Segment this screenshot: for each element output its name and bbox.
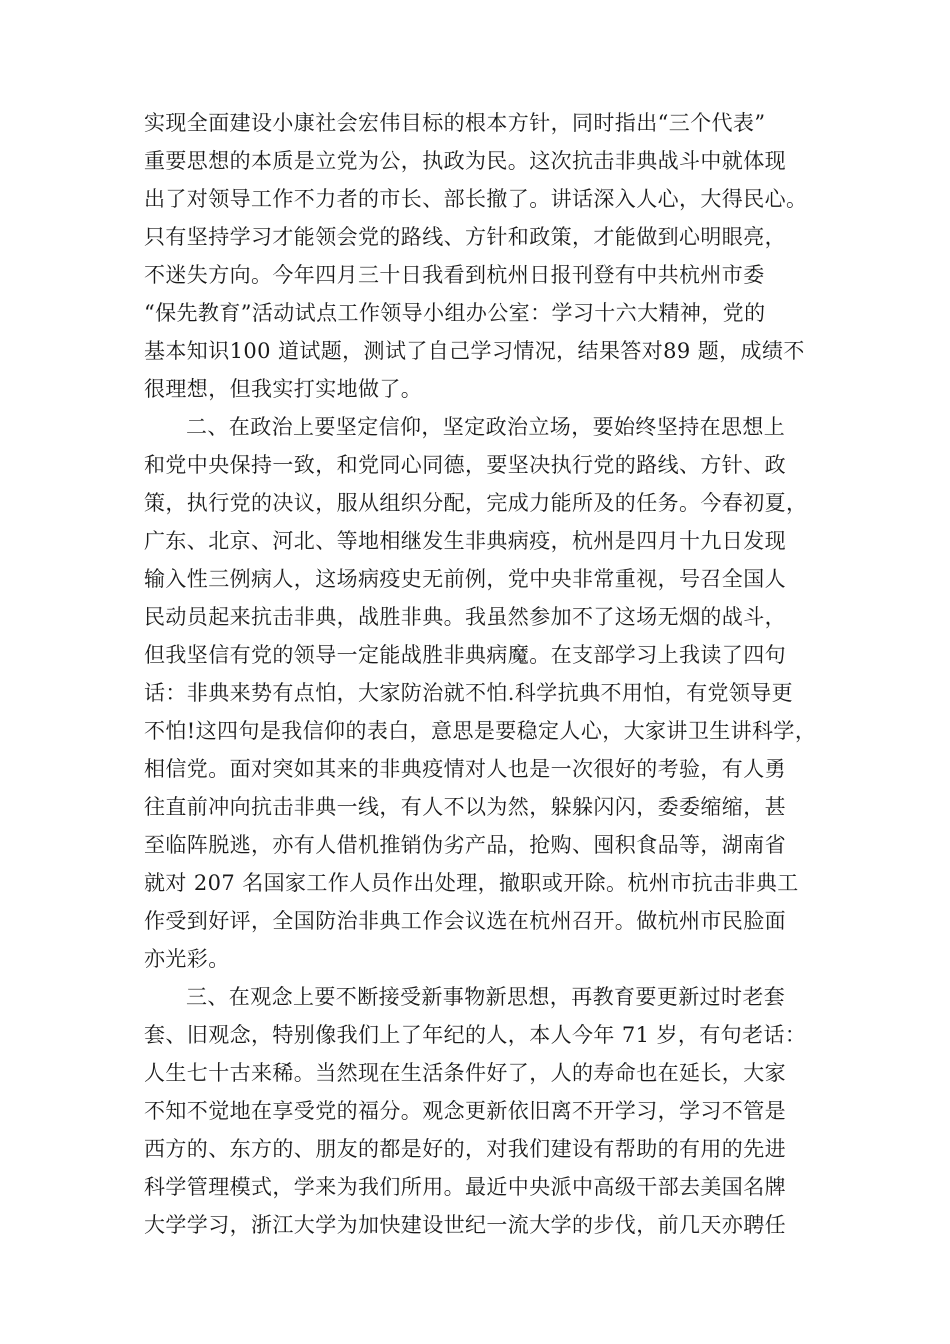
text-line: 作受到好评，全国防治非典工作会议选在杭州召开。做杭州市民脸面	[144, 909, 786, 933]
text-line: 实现全面建设小康社会宏伟目标的根本方针，同时指出“三个代表”	[144, 111, 766, 135]
text-line: 不怕!这四句是我信仰的表白，意思是要稳定人心，大家讲卫生讲科学，	[144, 719, 817, 743]
text-line: 重要思想的本质是立党为公，执政为民。这次抗击非典战斗中就体现	[144, 149, 786, 173]
text-line: 西方的、东方的、朋友的都是好的，对我们建设有帮助的有用的先进	[144, 1137, 786, 1161]
text-line: 基本知识100 道试题，测试了自己学习情况，结果答对89 题，成绩不	[144, 339, 805, 363]
text-line: 人生七十古来稀。当然现在生活条件好了，人的寿命也在延长，大家	[144, 1061, 786, 1085]
text-line: 出了对领导工作不力者的市长、部长撤了。讲话深入人心，大得民心。	[144, 187, 808, 211]
text-line: “保先教育”活动试点工作领导小组办公室：学习十六大精神，党的	[144, 301, 766, 325]
text-line: 不知不觉地在享受党的福分。观念更新依旧离不开学习，学习不管是	[144, 1099, 786, 1123]
text-line: 大学学习，浙江大学为加快建设世纪一流大学的步伐，前几天亦聘任	[144, 1213, 786, 1237]
document-body	[144, 104, 834, 1244]
text-line: 民动员起来抗击非典，战胜非典。我虽然参加不了这场无烟的战斗，	[144, 605, 786, 629]
text-line: 套、旧观念，特别像我们上了年纪的人，本人今年 71 岁，有句老话：	[144, 1023, 807, 1047]
paragraph-1	[144, 104, 834, 408]
text-line: 至临阵脱逃，亦有人借机推销伪劣产品，抢购、囤积食品等，湖南省	[144, 833, 786, 857]
paragraph-2	[144, 408, 834, 978]
text-line: 话：非典来势有点怕，大家防治就不怕.科学抗典不用怕，有党领导更	[144, 681, 794, 705]
text-line: 三、在观念上要不断接受新事物新思想，再教育要更新过时老套	[186, 985, 786, 1009]
text-line: 广东、北京、河北、等地相继发生非典病疫，杭州是四月十九日发现	[144, 529, 786, 553]
text-line: 科学管理模式，学来为我们所用。最近中央派中高级干部去美国名牌	[144, 1175, 786, 1199]
text-line: 就对 207 名国家工作人员作出处理，撤职或开除。杭州市抗击非典工	[144, 871, 799, 895]
text-line: 但我坚信有党的领导一定能战胜非典病魔。在支部学习上我读了四句	[144, 643, 786, 667]
text-line: 相信党。面对突如其来的非典疫情对人也是一次很好的考验，有人勇	[144, 757, 786, 781]
paragraph-3	[144, 978, 834, 1244]
text-line: 亦光彩。	[144, 947, 230, 971]
text-line: 只有坚持学习才能领会党的路线、方针和政策，才能做到心明眼亮，	[144, 225, 786, 249]
text-line: 输入性三例病人，这场病疫史无前例，党中央非常重视，号召全国人	[144, 567, 786, 591]
text-line: 往直前冲向抗击非典一线，有人不以为然，躲躲闪闪，委委缩缩，甚	[144, 795, 786, 819]
text-line: 和党中央保持一致，和党同心同德，要坚决执行党的路线、方针、政	[144, 453, 786, 477]
text-line: 不迷失方向。今年四月三十日我看到杭州日报刊登有中共杭州市委	[144, 263, 765, 287]
text-line: 策，执行党的决议，服从组织分配，完成力能所及的任务。今春初夏，	[144, 491, 808, 515]
text-line: 很理想，但我实打实地做了。	[144, 377, 423, 401]
text-line: 二、在政治上要坚定信仰，坚定政治立场，要始终坚持在思想上	[186, 415, 786, 439]
